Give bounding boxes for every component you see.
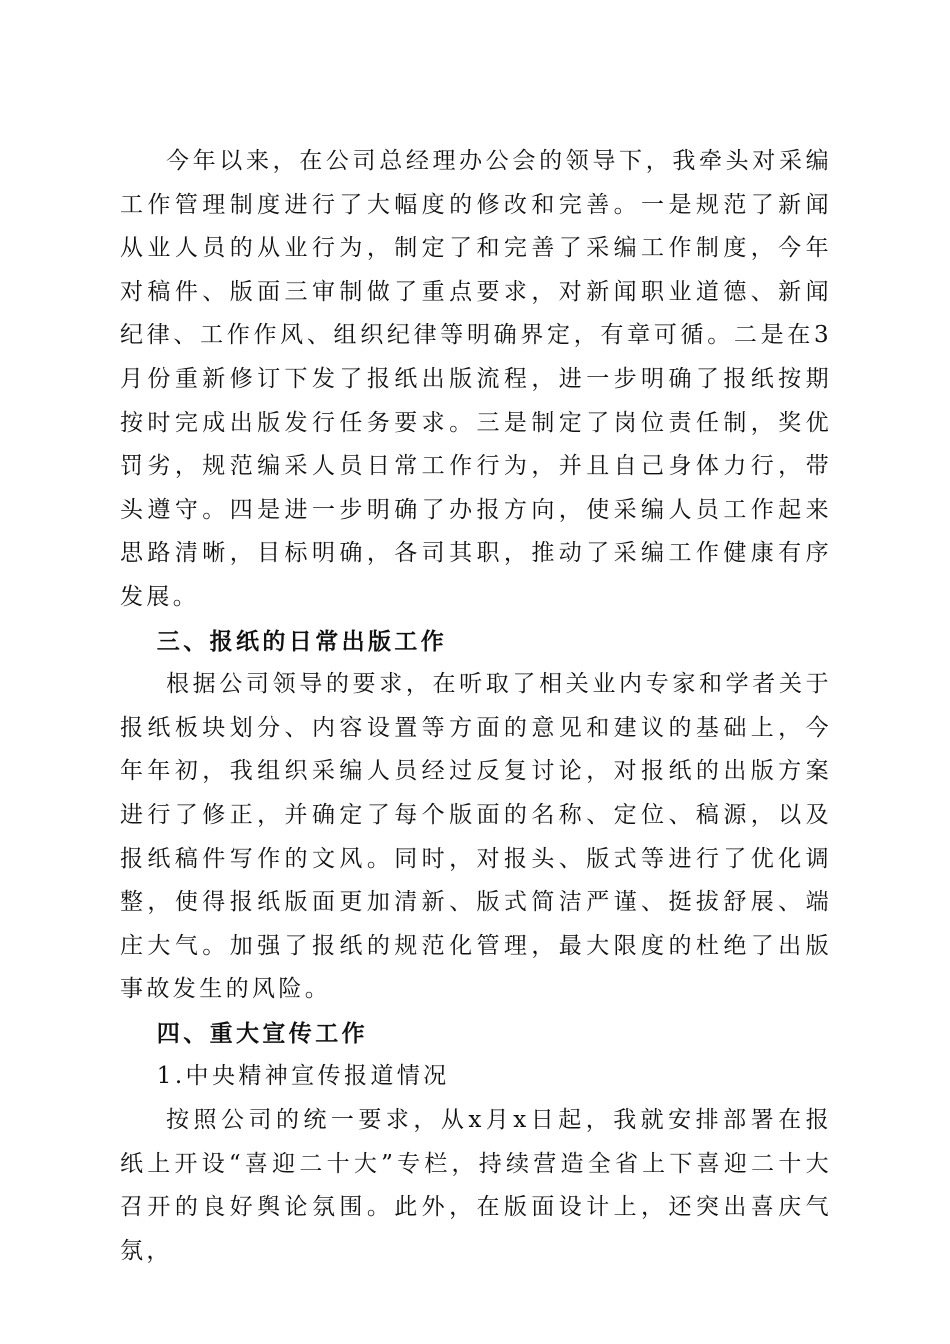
subheading-central-spirit: 1.中央精神宣传报道情况	[156, 1063, 450, 1090]
section-heading-daily-publishing: 三、报纸的日常出版工作	[156, 627, 448, 655]
paragraph-central-spirit: 按照公司的统一要求，从x月x日起，我就安排部署在报纸上开设“喜迎二十大”专栏，持续营造全省上下喜迎二十大召开的良好舆论氛围。此外，在版面设计上，还突出喜庆气氛，	[120, 1107, 832, 1264]
paragraph-daily-publishing: 根据公司领导的要求，在听取了相关业内专家和学者关于报纸板块划分、内容设置等方面的意见和建议的基础上，今年年初，我组织采编人员经过反复讨论，对报纸的出版方案进行了修正，并确定了每个版面的名称、定位、稿源，以及报纸稿件写作的文风。同时，对报头、版式等进行了优化调整，使得报纸版面更加清新、版式简洁严谨、挺拔舒展、端庄大气。加强了报纸的规范化管理，最大限度的杜绝了出版事故发生的风险。	[120, 671, 832, 1003]
paragraph-editorial-management: 今年以来，在公司总经理办公会的领导下，我牵头对采编工作管理制度进行了大幅度的修改和完善。一是规范了新闻从业人员的从业行为，制定了和完善了采编工作制度，今年对稿件、版面三审制做了重点要求，对新闻职业道德、新闻纪律、工作作风、组织纪律等明确界定，有章可循。二是在3月份重新修订下发了报纸出版流程，进一步明确了报纸按期按时完成出版发行任务要求。三是制定了岗位责任制，奖优罚劣，规范编采人员日常工作行为，并且自己身体力行，带头遵守。四是进一步明确了办报方向，使采编人员工作起来思路清晰，目标明确，各司其职，推动了采编工作健康有序发展。	[120, 148, 832, 610]
section-heading-major-publicity: 四、重大宣传工作	[156, 1019, 368, 1047]
document-body	[120, 140, 832, 1273]
